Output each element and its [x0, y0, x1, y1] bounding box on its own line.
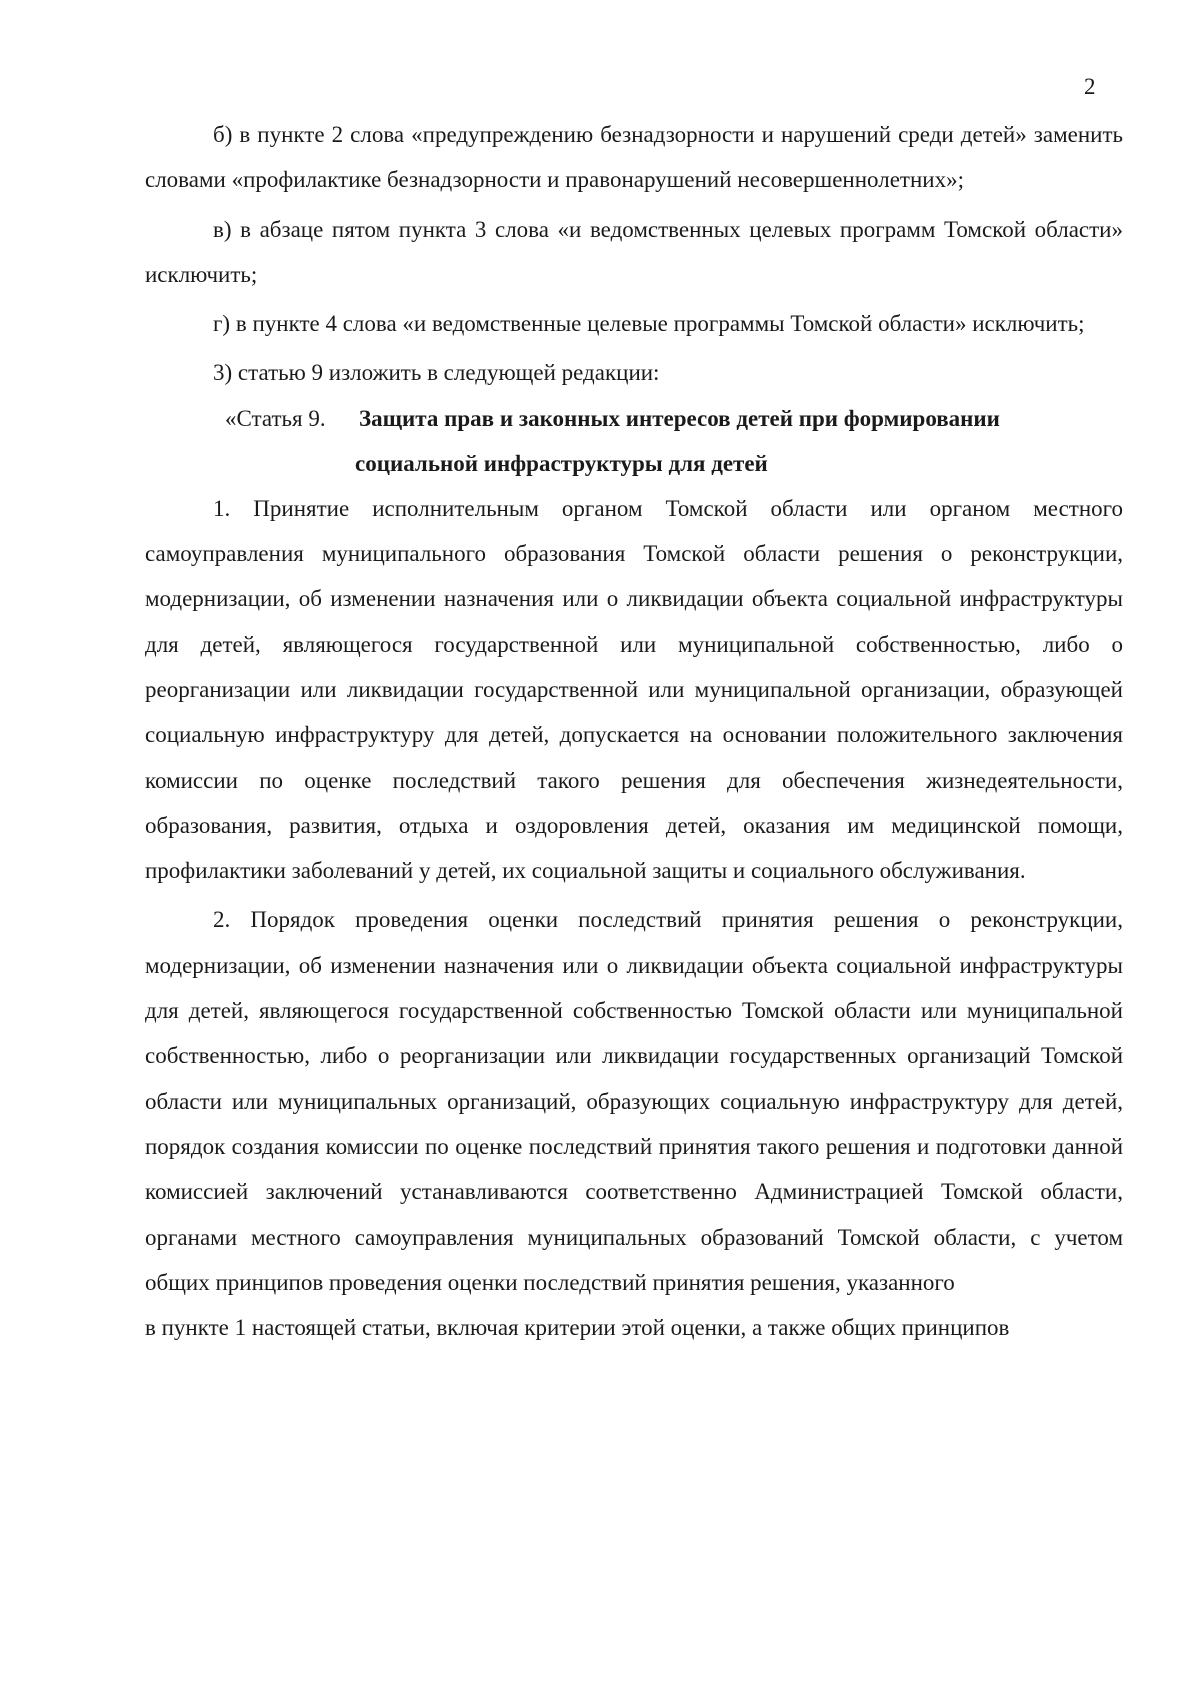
paragraph-b: б) в пункте 2 слова «предупреждению безнадзорности и нарушений среди детей» заменить словами «профилактике безнадзорности и правонарушений несовершеннолетних»; — [145, 122, 1123, 193]
article-title-line-2: социальной инфраструктуры для детей — [355, 450, 768, 476]
article-paragraph-1: 1. Принятие исполнительным органом Томской области или органом местного самоуправления муниципального образования Томской области решения о реконструкции, модернизации, об изменении назначения или о ликвидации объекта социальной инфраструктуры для детей, являющегося государственной или муниципальной собственностью, либо о реорганизации или ликвидации государственной или муниципальной организации, образующей социальную инфраструктуру для детей, допускается на основании положительного заключения комиссии по оценке последствий такого решения для обеспечения жизнедеятельности, образования, развития, отдыха и оздоровления детей, оказания им медицинской помощи, профилактики заболеваний у детей, их социальной защиты и социального обслуживания. — [145, 495, 1123, 884]
article-number: «Статья 9. — [225, 405, 326, 431]
page-number: 2 — [1084, 74, 1096, 99]
article-paragraph-2: 2. Порядок проведения оценки последствий принятия решения о реконструкции, модернизации, об изменении назначения или о ликвидации объекта социальной инфраструктуры для детей, являющегося государственной собственностью Томской области или муниципальной собственностью, либо о реорганизации или ликвидации государственных организаций Томской области или муниципальных организаций, образующих социальную инфраструктуру для детей, порядок создания комиссии по оценке последствий принятия такого решения и подготовки данной комиссией заключений устанавливаются соответственно Администрацией Томской области, органами местного самоуправления муниципальных образований Томской области, с учетом общих принципов проведения оценки последствий принятия решения, указанного — [145, 907, 1123, 1295]
paragraph-item-3: 3) статью 9 изложить в следующей редакции: — [213, 360, 660, 386]
article-title-line-1: Защита прав и законных интересов детей при формировании — [359, 405, 1000, 431]
article-heading — [145, 396, 1123, 486]
article-paragraph-2-continued: в пункте 1 настоящей статьи, включая критерии этой оценки, а также общих принципов — [145, 1315, 1010, 1341]
document-body — [145, 112, 1123, 1350]
paragraph-g: г) в пункте 4 слова «и ведомственные целевые программы Томской области» исключить; — [213, 311, 1085, 337]
paragraph-v: в) в абзаце пятом пункта 3 слова «и ведомственных целевых программ Томской области» исключить; — [145, 216, 1123, 287]
